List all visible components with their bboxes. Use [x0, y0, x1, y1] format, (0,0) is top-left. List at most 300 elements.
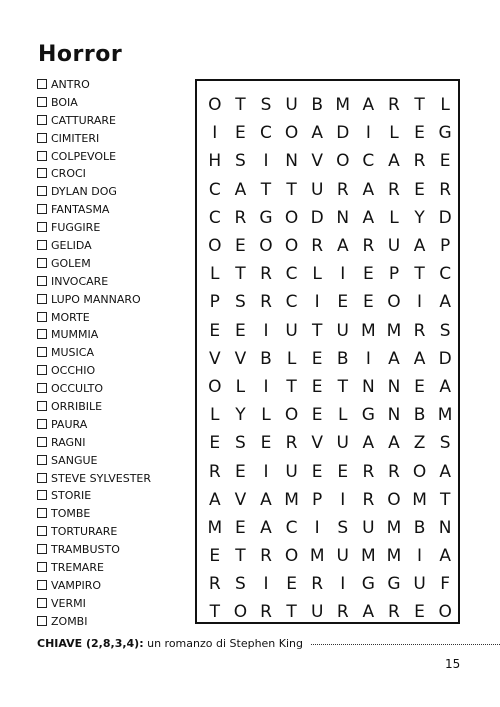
grid-cell[interactable]: G [361, 574, 375, 595]
checkbox[interactable] [37, 562, 47, 572]
grid-cell[interactable]: O [284, 405, 299, 426]
checkbox[interactable] [37, 115, 47, 125]
grid-cell[interactable]: A [413, 236, 426, 257]
grid-cell[interactable]: B [413, 405, 426, 426]
grid-cell[interactable]: R [439, 179, 452, 200]
grid-cell[interactable]: U [362, 517, 375, 538]
grid-cell[interactable]: G [361, 405, 375, 426]
checkbox[interactable] [37, 204, 47, 214]
checkbox[interactable] [37, 437, 47, 447]
word-list-item [37, 94, 151, 112]
word-label: ZOMBI [51, 614, 88, 628]
word-label: MUSICA [51, 346, 94, 360]
grid-cell[interactable]: A [439, 546, 451, 567]
grid-cell[interactable]: I [263, 151, 269, 172]
checkbox[interactable] [37, 312, 47, 322]
grid-cell[interactable]: I [263, 461, 269, 482]
grid-cell[interactable]: L [210, 264, 220, 285]
grid-cell[interactable]: U [285, 320, 298, 341]
checkbox[interactable] [37, 401, 47, 411]
checkbox[interactable] [37, 347, 47, 357]
checkbox[interactable] [37, 294, 47, 304]
grid-cell[interactable]: U [285, 95, 298, 116]
grid-cell[interactable]: M [284, 489, 299, 510]
checkbox[interactable] [37, 97, 47, 107]
grid-cell[interactable]: A [439, 292, 451, 313]
grid-cell[interactable]: C [285, 264, 298, 285]
grid-cell[interactable]: E [414, 179, 425, 200]
grid-cell[interactable]: S [260, 95, 272, 116]
checkbox[interactable] [37, 544, 47, 554]
grid-cell[interactable]: C [285, 292, 298, 313]
grid-cell[interactable]: C [208, 207, 221, 228]
grid-cell[interactable]: D [336, 123, 350, 144]
grid-cell[interactable]: O [284, 123, 299, 144]
grid-row [197, 119, 458, 147]
grid-cell[interactable]: L [286, 348, 297, 369]
grid-cell[interactable]: B [260, 348, 272, 369]
grid-cell[interactable]: R [362, 489, 375, 510]
grid-cell[interactable]: I [314, 292, 320, 313]
grid-cell[interactable]: E [260, 433, 272, 454]
word-label: SANGUE [51, 453, 98, 467]
grid-cell[interactable]: C [285, 517, 298, 538]
grid-cell[interactable]: A [388, 348, 400, 369]
grid-cell[interactable]: O [284, 207, 299, 228]
word-label: TORTURARE [51, 525, 118, 539]
grid-cell[interactable]: A [362, 433, 375, 454]
grid-cell[interactable]: R [260, 546, 272, 567]
grid-cell[interactable]: I [212, 123, 218, 144]
grid-cell[interactable]: E [362, 264, 374, 285]
grid-cell[interactable]: Y [235, 405, 246, 426]
grid-cell[interactable]: T [286, 602, 297, 623]
grid-cell[interactable]: A [413, 348, 426, 369]
grid-cell[interactable]: N [438, 517, 452, 538]
grid-cell[interactable]: E [235, 320, 246, 341]
grid-cell[interactable]: U [413, 574, 426, 595]
grid-cell[interactable]: G [438, 123, 452, 144]
grid-cell[interactable]: L [440, 95, 450, 116]
word-label: STEVE SYLVESTER [51, 471, 152, 485]
grid-cell[interactable]: R [260, 602, 272, 623]
grid-cell[interactable]: I [263, 574, 269, 595]
grid-cell[interactable]: S [439, 320, 451, 341]
grid-cell[interactable]: T [337, 376, 348, 397]
checkbox[interactable] [37, 329, 47, 339]
grid-cell[interactable]: E [235, 123, 246, 144]
grid-cell[interactable]: D [438, 348, 452, 369]
grid-cell[interactable]: I [263, 376, 269, 397]
word-list-item [37, 487, 151, 505]
grid-cell[interactable]: L [389, 123, 399, 144]
grid-cell[interactable]: E [311, 405, 323, 426]
checkbox[interactable] [37, 151, 47, 161]
word-label: FANTASMA [51, 203, 110, 217]
grid-cell[interactable]: P [388, 264, 400, 285]
grid-cell[interactable]: M [386, 546, 402, 567]
word-list-item [37, 470, 151, 488]
word-label: CIMITERI [51, 131, 100, 145]
grid-cell[interactable]: P [440, 236, 451, 257]
grid-row [197, 486, 458, 514]
grid-cell[interactable]: O [233, 602, 248, 623]
grid-cell[interactable]: E [235, 236, 246, 257]
grid-cell[interactable]: I [417, 292, 423, 313]
grid-cell[interactable]: U [336, 433, 349, 454]
grid-cell[interactable]: N [387, 405, 401, 426]
grid-cell[interactable]: L [389, 207, 399, 228]
grid-cell[interactable]: E [414, 602, 425, 623]
grid-cell[interactable]: E [337, 292, 349, 313]
grid-row [197, 317, 458, 345]
grid-cell[interactable]: A [362, 179, 375, 200]
word-label: OCCULTO [51, 382, 104, 396]
grid-cell[interactable]: R [362, 236, 375, 257]
grid-cell[interactable]: M [309, 546, 325, 567]
grid-cell[interactable]: R [388, 95, 400, 116]
grid-cell[interactable]: E [235, 461, 246, 482]
grid-cell[interactable]: I [340, 574, 346, 595]
grid-cell[interactable]: L [338, 405, 348, 426]
word-list-item [37, 291, 151, 309]
checkbox[interactable] [37, 455, 47, 465]
grid-row [197, 401, 458, 429]
grid-cell[interactable]: P [209, 292, 220, 313]
grid-cell[interactable]: O [387, 292, 401, 313]
grid-cell[interactable]: I [263, 320, 269, 341]
grid-cell[interactable]: C [208, 179, 221, 200]
grid-cell[interactable]: B [311, 95, 323, 116]
grid-cell[interactable]: C [439, 264, 452, 285]
grid-cell[interactable]: R [336, 179, 349, 200]
word-list-item [37, 559, 151, 577]
grid-cell[interactable]: U [336, 546, 349, 567]
grid-cell[interactable]: T [260, 179, 272, 200]
grid-cell[interactable]: A [234, 179, 247, 200]
grid-cell[interactable]: R [234, 207, 247, 228]
word-label: FUGGIRE [51, 221, 101, 235]
grid-cell[interactable]: A [362, 207, 375, 228]
grid-cell[interactable]: T [414, 264, 425, 285]
clue-line [37, 637, 500, 650]
word-list [37, 76, 151, 631]
grid-row [197, 570, 458, 598]
grid-row [197, 457, 458, 485]
grid-cell[interactable]: O [259, 236, 273, 257]
grid-cell[interactable]: L [312, 264, 322, 285]
checkbox[interactable] [37, 186, 47, 196]
grid-cell[interactable]: T [235, 546, 246, 567]
grid-cell[interactable]: S [234, 433, 246, 454]
grid-cell[interactable]: V [234, 489, 247, 510]
checkbox[interactable] [37, 419, 47, 429]
word-list-item [37, 362, 151, 380]
grid-cell[interactable]: S [337, 517, 349, 538]
grid-cell[interactable]: M [335, 95, 351, 116]
grid-cell[interactable]: V [311, 433, 323, 454]
word-list-item [37, 326, 151, 344]
grid-cell[interactable]: U [285, 461, 298, 482]
grid-cell[interactable]: N [387, 376, 401, 397]
grid-row [197, 542, 458, 570]
word-list-item [37, 112, 151, 130]
grid-row [197, 232, 458, 260]
grid-cell[interactable]: A [439, 376, 451, 397]
grid-cell[interactable]: E [337, 461, 349, 482]
grid-cell[interactable]: O [284, 546, 299, 567]
grid-cell[interactable]: R [388, 602, 400, 623]
checkbox[interactable] [37, 222, 47, 232]
grid-cell[interactable]: O [284, 236, 299, 257]
grid-cell[interactable]: G [259, 207, 273, 228]
clue-label: CHIAVE (2,8,3,4): [37, 637, 144, 650]
grid-cell[interactable]: P [312, 489, 323, 510]
word-list-item [37, 219, 151, 237]
grid-cell[interactable]: O [208, 236, 222, 257]
grid-cell[interactable]: L [210, 405, 220, 426]
grid-cell[interactable]: I [340, 489, 346, 510]
word-list-item [37, 255, 151, 273]
grid-cell[interactable]: S [234, 574, 246, 595]
grid-cell[interactable]: R [362, 461, 375, 482]
checkbox[interactable] [37, 276, 47, 286]
grid-cell[interactable]: N [336, 207, 350, 228]
grid-cell[interactable]: E [209, 320, 221, 341]
word-list-item [37, 523, 151, 541]
checkbox[interactable] [37, 240, 47, 250]
checkbox[interactable] [37, 508, 47, 518]
word-label: COLPEVOLE [51, 149, 117, 163]
grid-row [197, 373, 458, 401]
grid-cell[interactable]: R [413, 320, 426, 341]
grid-cell[interactable]: O [336, 151, 350, 172]
grid-cell[interactable]: D [310, 207, 324, 228]
grid-cell[interactable]: L [235, 376, 246, 397]
word-label: BOIA [51, 95, 78, 109]
grid-cell[interactable]: F [440, 574, 451, 595]
grid-cell[interactable]: E [439, 151, 451, 172]
page-title: Horror [38, 42, 123, 67]
grid-cell[interactable]: A [362, 602, 375, 623]
checkbox[interactable] [37, 526, 47, 536]
answer-blank[interactable] [311, 644, 500, 645]
word-list-item [37, 237, 151, 255]
grid-cell[interactable]: B [413, 517, 426, 538]
grid-cell[interactable]: O [208, 95, 222, 116]
grid-cell[interactable]: R [260, 292, 272, 313]
grid-cell[interactable]: A [311, 123, 323, 144]
grid-cell[interactable]: O [412, 461, 427, 482]
grid-cell[interactable]: T [209, 602, 220, 623]
grid-cell[interactable]: A [439, 461, 451, 482]
word-list-item [37, 165, 151, 183]
grid-cell[interactable]: T [286, 376, 297, 397]
grid-cell[interactable]: M [207, 517, 223, 538]
grid-cell[interactable]: I [365, 123, 371, 144]
grid-cell[interactable]: M [386, 517, 402, 538]
grid-cell[interactable]: V [208, 348, 221, 369]
word-label: TOMBE [51, 507, 91, 521]
grid-cell[interactable]: D [438, 207, 452, 228]
grid-cell[interactable]: E [362, 292, 374, 313]
clue-text: un romanzo di Stephen King [147, 637, 303, 650]
word-label: TRAMBUSTO [51, 543, 120, 557]
word-label: MORTE [51, 310, 90, 324]
checkbox[interactable] [37, 79, 47, 89]
checkbox[interactable] [37, 580, 47, 590]
grid-cell[interactable]: E [311, 376, 323, 397]
grid-cell[interactable]: E [414, 376, 425, 397]
grid-cell[interactable]: C [362, 151, 375, 172]
grid-cell[interactable]: O [438, 602, 452, 623]
word-list-item [37, 76, 151, 94]
grid-cell[interactable]: A [388, 151, 400, 172]
word-list-item [37, 273, 151, 291]
grid-cell[interactable]: T [414, 95, 425, 116]
grid-cell[interactable]: A [388, 433, 400, 454]
word-list-item [37, 148, 151, 166]
grid-cell[interactable]: C [260, 123, 272, 144]
grid-cell[interactable]: G [387, 574, 401, 595]
grid-cell[interactable]: I [340, 264, 346, 285]
word-list-item [37, 309, 151, 327]
grid-cell[interactable]: R [388, 461, 400, 482]
grid-letters [197, 91, 458, 622]
checkbox[interactable] [37, 383, 47, 393]
checkbox[interactable] [37, 168, 47, 178]
page-number: 15 [445, 657, 461, 671]
grid-cell[interactable]: E [235, 517, 246, 538]
checkbox[interactable] [37, 490, 47, 500]
grid-cell[interactable]: E [311, 461, 323, 482]
grid-cell[interactable]: R [208, 461, 221, 482]
grid-cell[interactable]: A [362, 95, 375, 116]
word-label: TREMARE [51, 561, 104, 575]
grid-row [197, 204, 458, 232]
grid-cell[interactable]: N [362, 376, 375, 397]
grid-cell[interactable]: S [234, 292, 246, 313]
word-list-item [37, 201, 151, 219]
grid-cell[interactable]: A [260, 489, 272, 510]
word-label: CROCI [51, 167, 86, 181]
grid-cell[interactable]: T [311, 320, 323, 341]
word-list-item [37, 613, 151, 631]
grid-cell[interactable]: A [208, 489, 221, 510]
grid-cell[interactable]: R [388, 179, 400, 200]
grid-cell[interactable]: M [386, 320, 402, 341]
grid-cell[interactable]: M [361, 546, 376, 567]
word-label: INVOCARE [51, 274, 109, 288]
grid-cell[interactable]: R [260, 264, 272, 285]
word-list-item [37, 344, 151, 362]
grid-cell[interactable]: T [286, 179, 297, 200]
grid-cell[interactable]: R [285, 433, 298, 454]
word-label: ANTRO [51, 78, 90, 91]
grid-cell[interactable]: E [209, 546, 221, 567]
grid-cell[interactable]: S [234, 151, 246, 172]
grid-cell[interactable]: L [261, 405, 271, 426]
grid-cell[interactable]: R [311, 236, 324, 257]
word-list-item [37, 398, 151, 416]
word-search-grid [195, 79, 460, 624]
word-label: STORIE [51, 489, 92, 503]
word-list-item [37, 380, 151, 398]
word-label: GOLEM [51, 256, 91, 270]
grid-row [197, 176, 458, 204]
grid-cell[interactable]: U [336, 320, 349, 341]
grid-cell[interactable]: O [208, 376, 222, 397]
grid-cell[interactable]: H [208, 151, 222, 172]
grid-cell[interactable]: M [361, 320, 376, 341]
grid-cell[interactable]: R [208, 574, 221, 595]
grid-row [197, 91, 458, 119]
checkbox[interactable] [37, 598, 47, 608]
grid-cell[interactable]: U [310, 602, 324, 623]
grid-cell[interactable]: V [311, 151, 323, 172]
grid-cell[interactable]: A [336, 236, 349, 257]
grid-cell[interactable]: R [311, 574, 324, 595]
grid-cell[interactable]: T [235, 95, 246, 116]
grid-cell[interactable]: O [387, 489, 401, 510]
checkbox[interactable] [37, 616, 47, 626]
grid-cell[interactable]: I [417, 546, 423, 567]
grid-cell[interactable]: U [310, 179, 324, 200]
grid-cell[interactable]: R [413, 151, 426, 172]
word-list-item [37, 595, 151, 613]
grid-row [197, 288, 458, 316]
word-label: CATTURARE [51, 113, 116, 127]
grid-cell[interactable]: T [439, 489, 451, 510]
grid-cell[interactable]: I [365, 348, 371, 369]
grid-cell[interactable]: E [311, 348, 323, 369]
grid-row [197, 598, 458, 626]
grid-cell[interactable]: S [439, 433, 451, 454]
grid-cell[interactable]: E [209, 433, 221, 454]
grid-row [197, 147, 458, 175]
word-list-item [37, 130, 151, 148]
checkbox[interactable] [37, 258, 47, 268]
grid-cell[interactable]: U [387, 236, 401, 257]
word-list-item [37, 505, 151, 523]
word-label: ORRIBILE [51, 400, 103, 414]
grid-cell[interactable]: M [437, 405, 453, 426]
word-list-item [37, 183, 151, 201]
grid-cell[interactable]: Y [414, 207, 425, 228]
grid-cell[interactable]: M [412, 489, 427, 510]
grid-cell[interactable]: E [286, 574, 297, 595]
word-list-item [37, 541, 151, 559]
word-label: VERMI [51, 596, 86, 610]
grid-cell[interactable]: A [260, 517, 272, 538]
grid-cell[interactable]: T [235, 264, 246, 285]
checkbox[interactable] [37, 365, 47, 375]
grid-cell[interactable]: V [234, 348, 247, 369]
grid-cell[interactable]: Z [413, 433, 426, 454]
checkbox[interactable] [37, 473, 47, 483]
word-list-item [37, 452, 151, 470]
grid-cell[interactable]: R [336, 602, 349, 623]
word-label: PAURA [51, 417, 88, 431]
grid-cell[interactable]: I [314, 517, 320, 538]
word-list-item [37, 577, 151, 595]
word-label: DYLAN DOG [51, 185, 117, 199]
grid-cell[interactable]: N [285, 151, 298, 172]
checkbox[interactable] [37, 133, 47, 143]
grid-cell[interactable]: B [336, 348, 349, 369]
grid-cell[interactable]: E [414, 123, 425, 144]
grid-row [197, 514, 458, 542]
